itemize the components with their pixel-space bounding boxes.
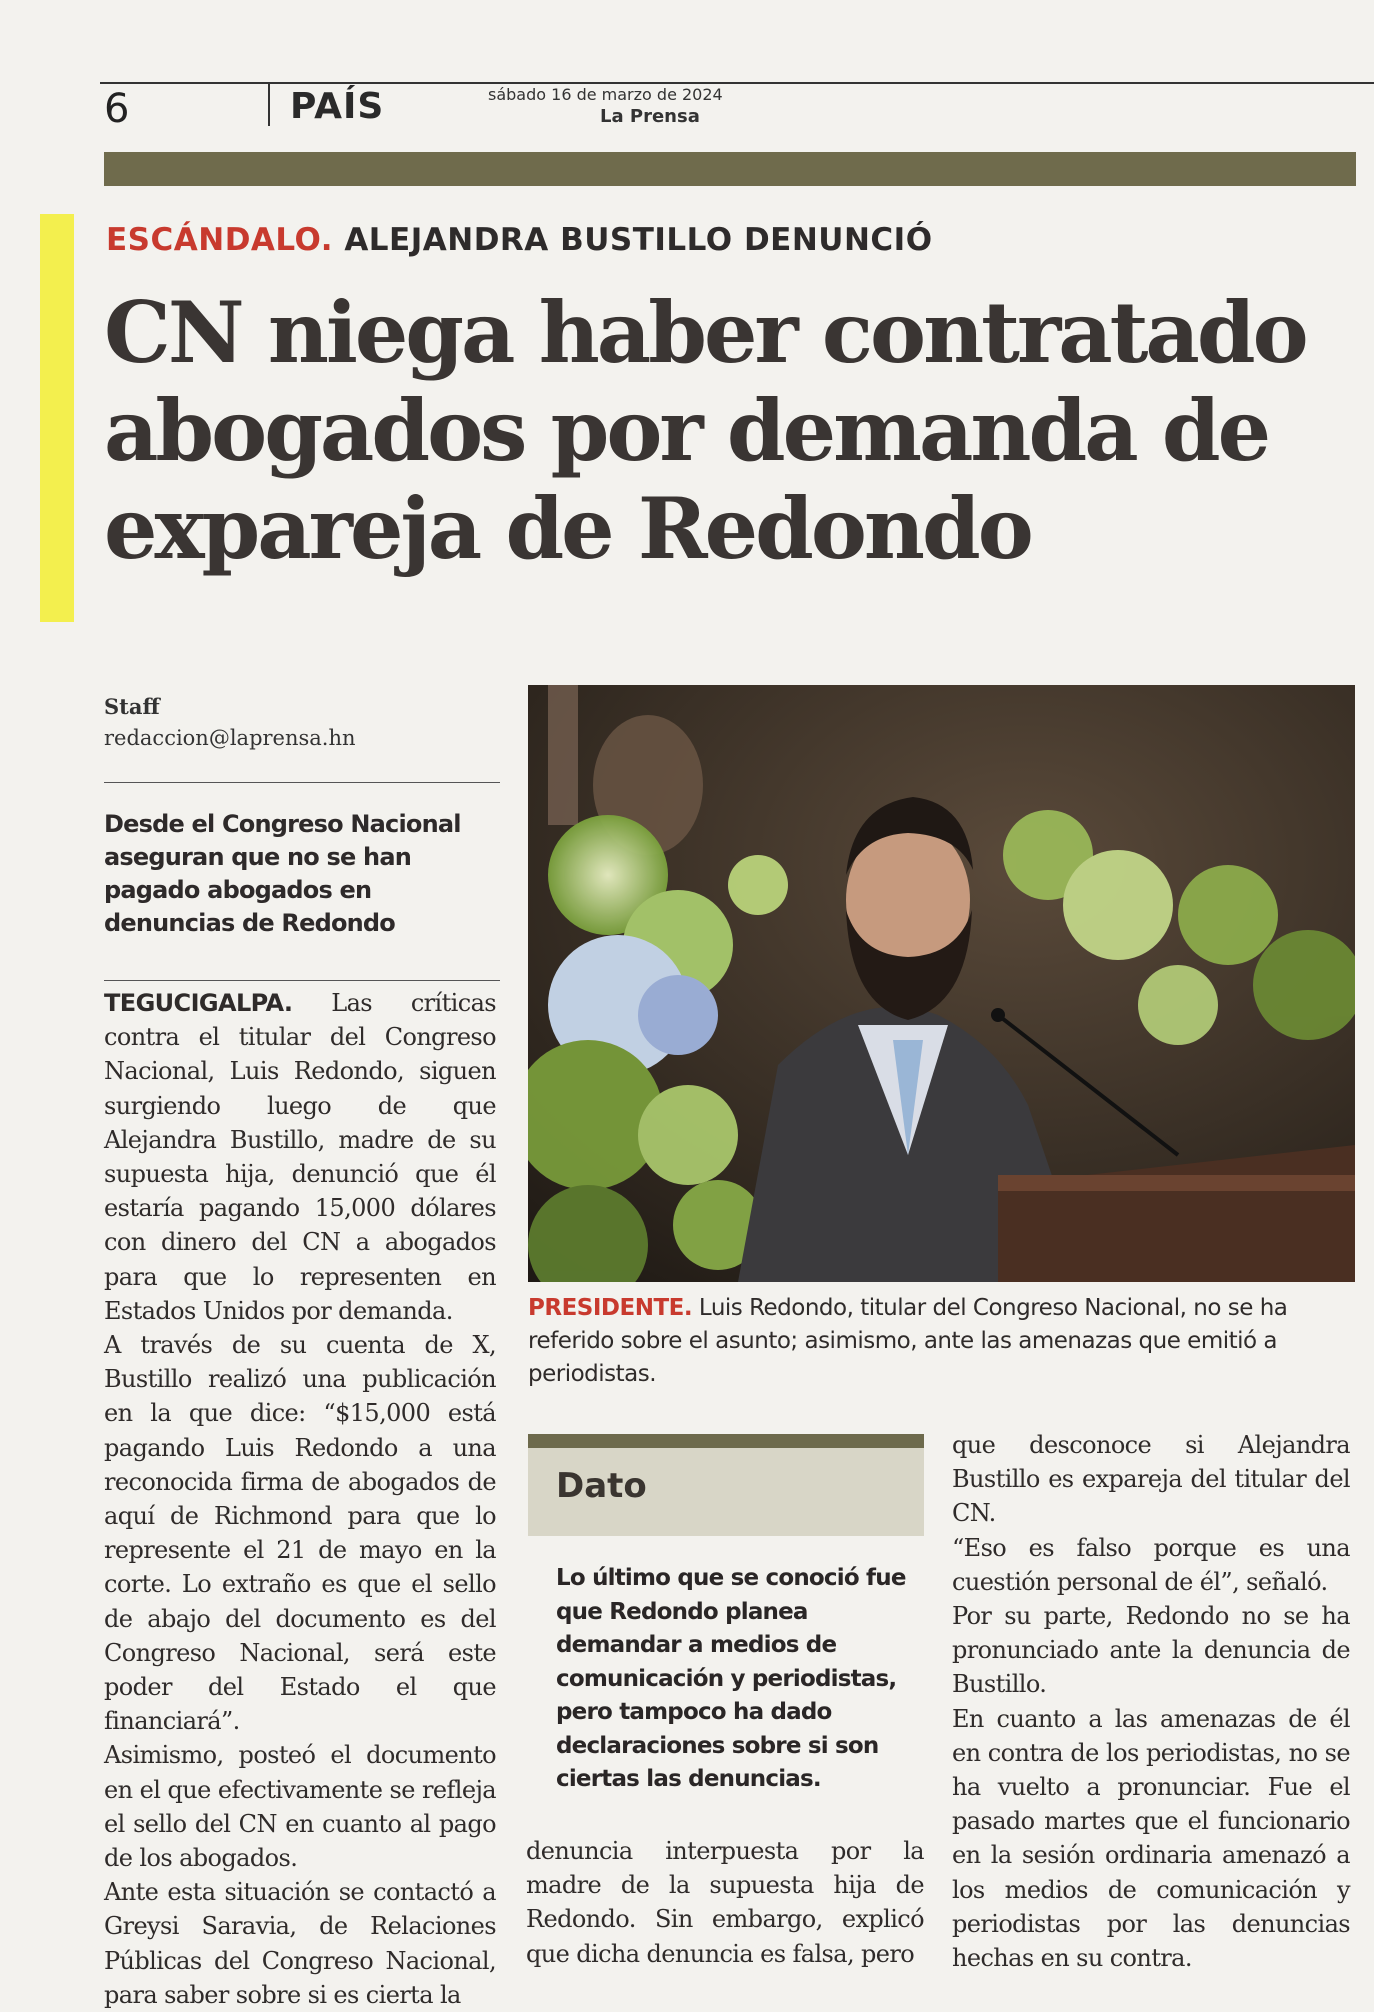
paragraph: Asimismo, posteó el documento en el que efectivamente se refleja el sello del CN en cuanto al pago de los abogados. xyxy=(104,1741,496,1873)
section-banner xyxy=(104,152,1356,186)
page-number: 6 xyxy=(104,86,130,132)
paragraph: Por su parte, Redondo no se ha pronunciado ante la denuncia de Bustillo. xyxy=(952,1602,1350,1699)
photo-caption xyxy=(528,1292,1348,1391)
paragraph: Ante esta situación se contactó a Greysi Saravia, de Relaciones Públicas del Congreso Nacional, para saber sobre si es cierta la xyxy=(104,1878,496,2009)
paragraph: que desconoce si Alejandra Bustillo es expareja del titular del CN. xyxy=(952,1431,1350,1528)
newspaper-name: La Prensa xyxy=(600,106,700,127)
paragraph: denuncia interpuesta por la madre de la supuesta hija de Redondo. Sin embargo, explicó que dicha denuncia es falsa, pero xyxy=(526,1837,924,1968)
article-photo xyxy=(528,685,1355,1282)
kicker xyxy=(106,222,933,258)
dato-box-bar xyxy=(528,1434,924,1448)
section-title: PAÍS xyxy=(290,86,385,127)
caption-label: PRESIDENTE. xyxy=(528,1295,693,1321)
issue-date: sábado 16 de marzo de 2024 xyxy=(488,85,723,104)
author: Staff xyxy=(104,694,160,719)
paragraph: “Eso es falso porque es una cuestión personal de él”, señaló. xyxy=(952,1533,1350,1596)
dato-title: Dato xyxy=(556,1466,647,1506)
header-separator xyxy=(268,84,270,126)
caption-text: Luis Redondo, titular del Congreso Nacional, no se ha referido sobre el asunto; asimismo, ante las amenazas que emitió a periodistas. xyxy=(528,1295,1288,1387)
article-lead: Desde el Congreso Nacional aseguran que no se han pagado abogados en denuncias de Redondo xyxy=(104,810,461,937)
kicker-label: ESCÁNDALO. xyxy=(106,222,334,258)
paragraph: A través de su cuenta de X, Bustillo realizó una publicación en la que dice: “$15,000 está pagando Luis Redondo a una reconocida firma de abogados de aquí de Richmond para que lo represente el 21 de mayo en la corte. Lo extraño es que el sello de abajo del documento es del Congreso Nacional, será este poder del Estado el que financiará”. xyxy=(104,1331,496,1736)
dateline: TEGUCIGALPA. xyxy=(104,989,293,1017)
photo-illustration xyxy=(528,685,1355,1282)
article-column-2 xyxy=(526,1834,924,1971)
headline: CN niega haber contratado abogados por demanda de expareja de Redondo xyxy=(104,283,1306,578)
highlighter-mark xyxy=(40,214,74,622)
article-column-1 xyxy=(104,986,496,2012)
dato-box xyxy=(528,1434,924,1536)
header-rule xyxy=(100,82,1374,84)
lead-rule xyxy=(104,980,500,981)
paragraph xyxy=(104,986,496,1328)
paragraph: En cuanto a las amenazas de él en contra de los periodistas, no se ha vuelto a pronunciar. Fue el pasado martes que el funcionario en la sesión ordinaria amenazó a los medios de comunicación y periodistas por las denuncias hechas en su contra. xyxy=(952,1704,1350,1973)
paragraph-text: Las críticas contra el titular del Congreso Nacional, Luis Redondo, siguen surgiendo luego de que Alejandra Bustillo, madre de su supuesta hija, denunció que él estaría pagando 15,000 dólares con dinero del CN a abogados para que lo representen en Estados Unidos por demanda. xyxy=(104,989,497,1325)
article-column-3 xyxy=(952,1428,1350,1975)
kicker-text: ALEJANDRA BUSTILLO DENUNCIÓ xyxy=(344,222,933,258)
byline-rule xyxy=(104,782,500,783)
author-email: redaccion@laprensa.hn xyxy=(104,726,356,750)
dato-text: Lo último que se conoció fue que Redondo planea demandar a medios de comunicación y periodistas, pero tampoco ha dado declaraciones sobre si son ciertas las denuncias. xyxy=(556,1565,906,1792)
